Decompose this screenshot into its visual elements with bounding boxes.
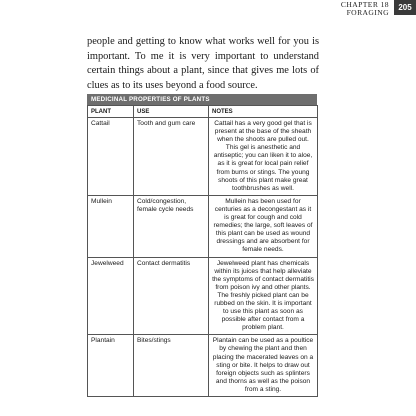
cell-use: Cold/congestion, female cycle needs [134, 195, 209, 257]
column-header-notes: NOTES [209, 106, 318, 118]
chapter-heading [341, 0, 393, 17]
cell-notes: Mullein has been used for centuries as a decongestant as it is great for cough and cold remedies; the large, soft leaves of this plant can be used as wound dressings and are absorbent for female needs. [209, 195, 318, 257]
section-label: FORAGING [346, 8, 389, 17]
cell-use: Contact dermatitis [134, 257, 209, 335]
cell-use: Tooth and gum care [134, 118, 209, 196]
table-row [88, 118, 318, 196]
table-title: MEDICINAL PROPERTIES OF PLANTS [87, 94, 317, 105]
column-header-use: USE [134, 106, 209, 118]
medicinal-plants-table [87, 94, 317, 397]
body-paragraph: people and getting to know what works well for you is important. To me it is very important to understand certain things about a plant, since that gives me lots of clues as to its uses beyond a food source. [87, 36, 319, 91]
table-row [88, 335, 318, 397]
cell-use: Bites/stings [134, 335, 209, 397]
table-header-row [88, 106, 318, 118]
cell-notes: Jewelweed plant has chemicals within its juices that help alleviate the symptoms of contact dermatitis from poison ivy and other plants. The freshly picked plant can be rubbed on the skin. It is important to use this plant as soon as possible after contact from a problem plant. [209, 257, 318, 335]
running-header [341, 0, 416, 19]
cell-plant: Jewelweed [88, 257, 134, 335]
table-row [88, 195, 318, 257]
cell-plant: Plantain [88, 335, 134, 397]
cell-plant: Cattail [88, 118, 134, 196]
table-row [88, 257, 318, 335]
column-header-plant: PLANT [88, 106, 134, 118]
cell-notes: Plantain can be used as a poultice by chewing the plant and then placing the macerated leaves on a sting or bite. It helps to draw out foreign objects such as splinters and thorns as well as the poison from a sting. [209, 335, 318, 397]
cell-plant: Mullein [88, 195, 134, 257]
page-number: 205 [393, 0, 416, 15]
table-grid [87, 105, 318, 397]
chapter-label: CHAPTER 18 [340, 0, 389, 9]
cell-notes: Cattail has a very good gel that is present at the base of the sheath when the shoots are pulled out. This gel is anesthetic and antiseptic; you can liken it to aloe, as it is great for local pain relief from burns or stings. The young shoots of this plant make great toothbrushes as well. [209, 118, 318, 196]
